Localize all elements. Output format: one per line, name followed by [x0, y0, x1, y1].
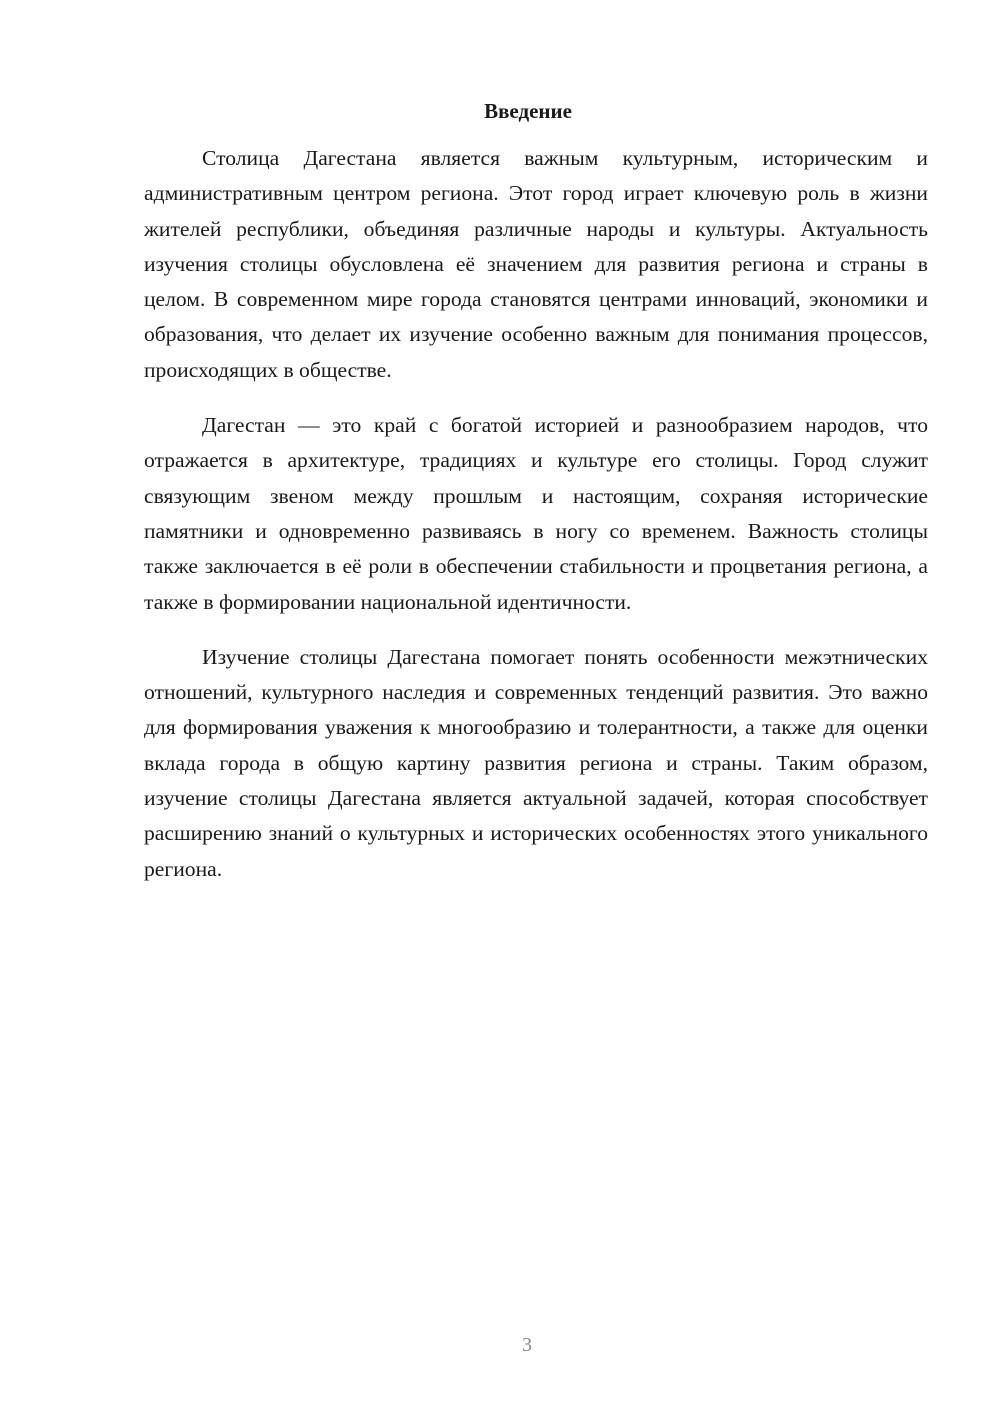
- page-number: 3: [522, 1334, 532, 1356]
- paragraph-1: Столица Дагестана является важным культурным, историческим и административным центром региона. Этот город играет ключевую роль в жизни жителей республики, объединяя различные народы и культуры. Актуальность изучения столицы обусловлена её значением для развития региона и страны в целом. В современном мире города становятся центрами инноваций, экономики и образования, что делает их изучение особенно важным для понимания процессов, происходящих в обществе.: [144, 146, 928, 382]
- paragraph-2: Дагестан — это край с богатой историей и разнообразием народов, что отражается в архитектуре, традициях и культуре его столицы. Город служит связующим звеном между прошлым и настоящим, сохраняя исторические памятники и одновременно развиваясь в ногу со временем. Важность столицы также заключается в её роли в обеспечении стабильности и процветания региона, а также в формировании национальной идентичности.: [144, 413, 928, 614]
- section-heading: Введение: [484, 99, 572, 123]
- document-page: [144, 0, 928, 1414]
- body-text: [144, 141, 928, 907]
- paragraph-3: Изучение столицы Дагестана помогает понять особенности межэтнических отношений, культурного наследия и современных тенденций развития. Это важно для формирования уважения к многообразию и толерантности, а также для оценки вклада города в общую картину развития региона и страны. Таким образом, изучение столицы Дагестана является актуальной задачей, которая способствует расширению знаний о культурных и исторических особенностях этого уникального региона.: [144, 644, 928, 881]
